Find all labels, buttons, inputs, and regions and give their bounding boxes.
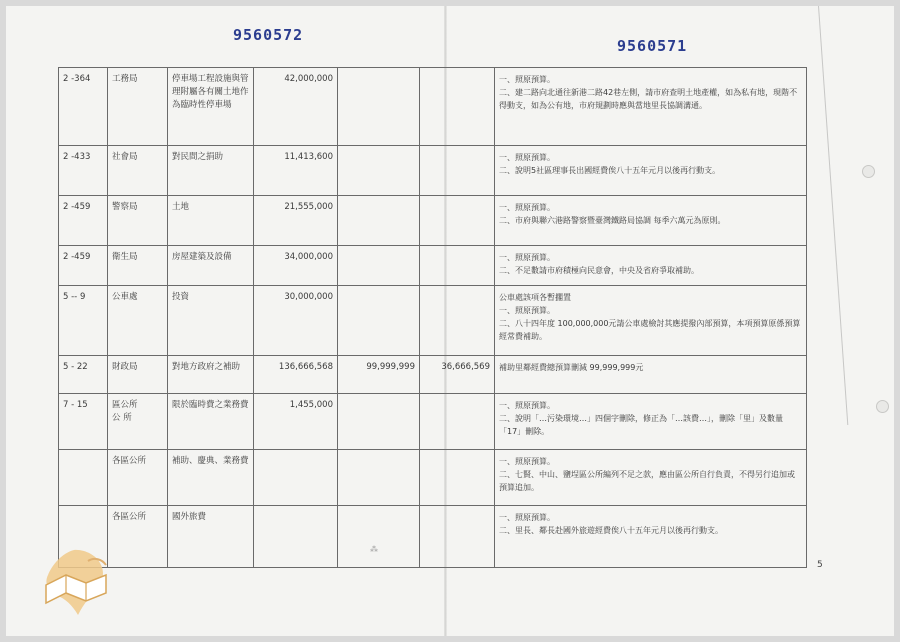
row-reduction-cell: [338, 146, 420, 196]
table-row: [59, 246, 807, 286]
row-amount-cell: 1,455,000: [254, 394, 338, 450]
agency-name: 各區公所: [112, 512, 147, 522]
row-item-cell: 限於臨時費之業務費: [168, 394, 254, 450]
serial-stamp-right: 9560571: [617, 37, 688, 55]
row-approved-cell: [420, 506, 495, 568]
row-approved-cell: [420, 450, 495, 506]
row-code-cell: 2 -364: [59, 68, 108, 146]
note-line: 補助里鄰經費總預算刪減 99,999,999元: [499, 363, 644, 372]
punch-hole: [876, 400, 889, 413]
row-agency-cell: [108, 394, 168, 450]
row-notes-cell: [495, 450, 807, 506]
row-code-cell: 2 -459: [59, 196, 108, 246]
row-code-cell: 5 -- 9: [59, 286, 108, 356]
row-item-cell: 土地: [168, 196, 254, 246]
note-line: 一、照原預算。: [499, 401, 555, 410]
row-approved-cell: [420, 68, 495, 146]
agency-name-line2: 公 所: [112, 413, 132, 423]
note-line: 一、照原預算。: [499, 253, 555, 262]
row-amount-cell: [254, 450, 338, 506]
table-row: [59, 196, 807, 246]
budget-table: [58, 67, 807, 568]
row-item-cell: 對地方政府之補助: [168, 356, 254, 394]
row-reduction-cell: [338, 286, 420, 356]
row-notes-cell: [495, 68, 807, 146]
row-agency-cell: [108, 246, 168, 286]
note-line: 二、不足數請市府積極向民意會，中央及省府爭取補助。: [499, 266, 699, 275]
note-line: 一、照原預算。: [499, 75, 555, 84]
row-item-cell: 對民間之捐助: [168, 146, 254, 196]
row-agency-cell: [108, 450, 168, 506]
note-line: 一、照原預算。: [499, 153, 555, 162]
row-reduction-cell: [338, 450, 420, 506]
agency-name: 工務局: [112, 74, 138, 84]
row-item-cell: 房屋建築及設備: [168, 246, 254, 286]
note-line: 一、照原預算。: [499, 203, 555, 212]
row-amount-cell: 34,000,000: [254, 246, 338, 286]
row-code-cell: 7 - 15: [59, 394, 108, 450]
row-agency-cell: [108, 286, 168, 356]
row-approved-cell: [420, 286, 495, 356]
row-item-cell: 投資: [168, 286, 254, 356]
archive-logo-icon: [26, 545, 121, 620]
row-amount-cell: 42,000,000: [254, 68, 338, 146]
row-notes-cell: [495, 394, 807, 450]
note-line: 二、八十四年度 100,000,000元請公車處檢討其應提撥內部預算，本項預算原係預算經常費補助。: [499, 319, 801, 341]
table-row: [59, 286, 807, 356]
row-item-cell: 補助、慶典、業務費: [168, 450, 254, 506]
table-row: [59, 394, 807, 450]
table-row: [59, 450, 807, 506]
row-agency-cell: [108, 146, 168, 196]
row-notes-cell: [495, 506, 807, 568]
row-approved-cell: [420, 394, 495, 450]
row-notes-cell: [495, 196, 807, 246]
row-amount-cell: 21,555,000: [254, 196, 338, 246]
row-notes-cell: [495, 286, 807, 356]
row-reduction-cell: [338, 394, 420, 450]
agency-name: 警察局: [112, 202, 138, 212]
row-amount-cell: 11,413,600: [254, 146, 338, 196]
agency-name: 社會局: [112, 152, 138, 162]
row-reduction-cell: 99,999,999: [338, 356, 420, 394]
ink-smudge: ⁂: [370, 545, 378, 554]
row-amount-cell: [254, 506, 338, 568]
agency-name: 公車處: [112, 292, 138, 302]
row-notes-cell: [495, 356, 807, 394]
note-line: 公車處該項各暫擱置: [499, 293, 571, 302]
row-code-cell: 5 - 22: [59, 356, 108, 394]
note-line: 二、市府與聯六港路警察暨臺灣鐵路局協調 每季六萬元為原則。: [499, 216, 726, 225]
row-agency-cell: [108, 68, 168, 146]
row-reduction-cell: [338, 246, 420, 286]
row-agency-cell: [108, 196, 168, 246]
row-code-cell: [59, 450, 108, 506]
note-line: 一、照原預算。: [499, 513, 555, 522]
note-line: 二、里長、鄰長赴國外旅遊經費俟八十五年元月以後再行動支。: [499, 526, 723, 535]
serial-stamp-left: 9560572: [233, 26, 304, 44]
row-approved-cell: 36,666,569: [420, 356, 495, 394]
row-approved-cell: [420, 196, 495, 246]
row-reduction-cell: [338, 506, 420, 568]
row-code-cell: 2 -459: [59, 246, 108, 286]
row-amount-cell: 30,000,000: [254, 286, 338, 356]
page-number: 5: [817, 560, 823, 570]
table-row: [59, 68, 807, 146]
row-code-cell: 2 -433: [59, 146, 108, 196]
row-notes-cell: [495, 146, 807, 196]
note-line: 二、七賢、中山、鹽埕區公所編列不足之款，應由區公所自行負責，不得另行追加或預算追加。: [499, 470, 795, 492]
agency-name: 財政局: [112, 362, 138, 372]
table-row: [59, 356, 807, 394]
row-notes-cell: [495, 246, 807, 286]
note-line: 一、照原預算。: [499, 457, 555, 466]
agency-name: 各區公所: [112, 456, 147, 466]
row-reduction-cell: [338, 68, 420, 146]
table-row: [59, 506, 807, 568]
row-approved-cell: [420, 146, 495, 196]
note-line: 一、照原預算。: [499, 306, 555, 315]
note-line: 二、建二路向北通往新港二路42巷左側，請市府查明土地產權，如為私有地，現階不得動支，如為公有地，市府規劃時應與當地里長協調溝通。: [499, 88, 798, 110]
note-line: 二、說明「…污染環境…」四個字刪除，修正為「…該費…」，刪除「里」及數量「17」刪除。: [499, 414, 783, 436]
punch-hole: [862, 165, 875, 178]
row-amount-cell: 136,666,568: [254, 356, 338, 394]
agency-name: 區公所: [112, 400, 138, 410]
row-reduction-cell: [338, 196, 420, 246]
note-line: 二、說明5社區理事長出國經費俟八十五年元月以後再行動支。: [499, 166, 721, 175]
table-row: [59, 146, 807, 196]
row-item-cell: 停車場工程設施與管理附屬各有關土地作為臨時性停車場: [168, 68, 254, 146]
agency-name: 衛生局: [112, 252, 138, 262]
row-approved-cell: [420, 246, 495, 286]
row-agency-cell: [108, 356, 168, 394]
row-item-cell: 國外旅費: [168, 506, 254, 568]
